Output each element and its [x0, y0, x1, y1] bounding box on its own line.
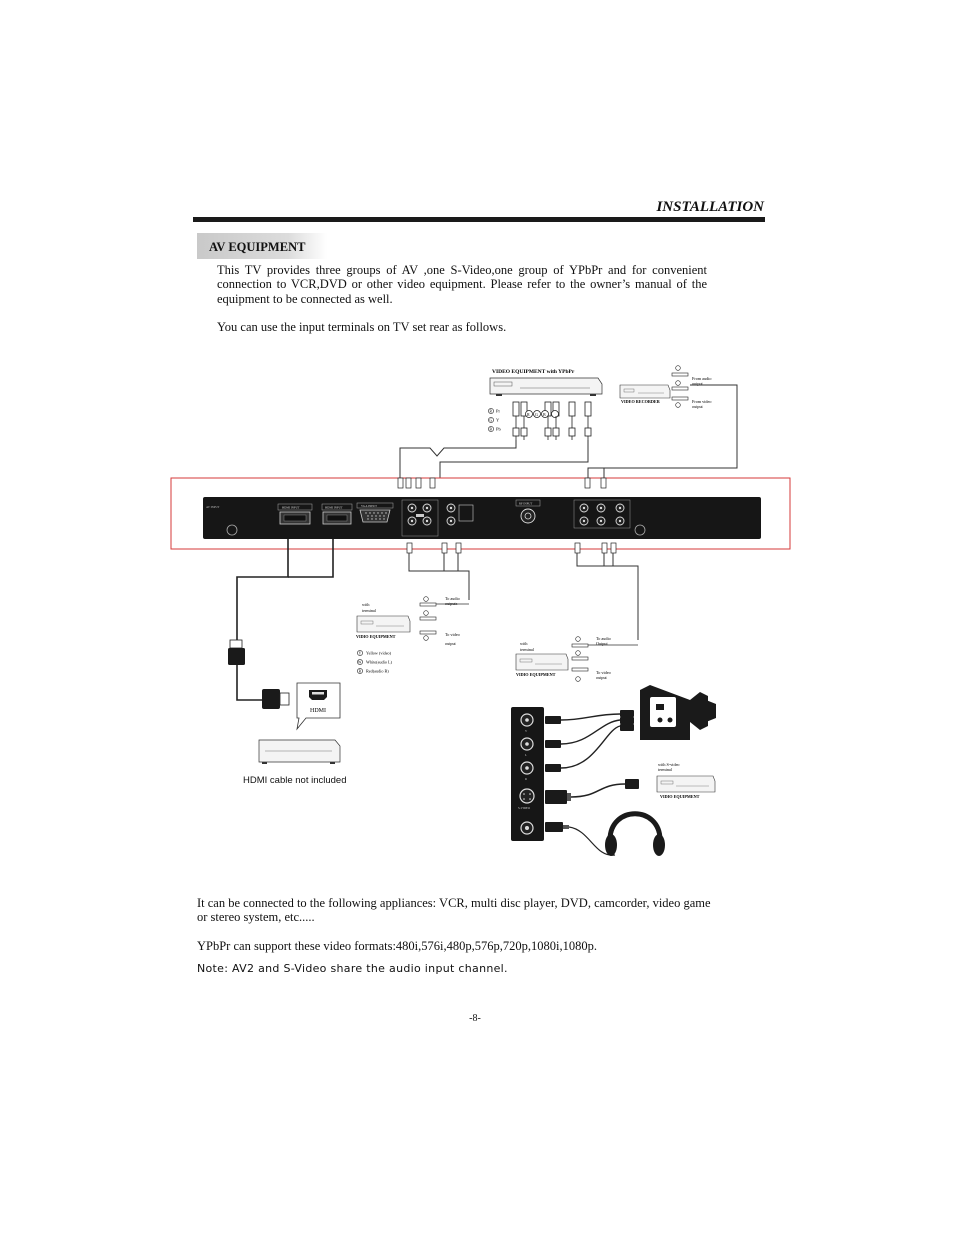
mid-to-video: To video output [596, 670, 611, 680]
panel-label-hdmi1: HDMI INPUT [282, 505, 300, 510]
legend-name-y: Y [496, 417, 500, 423]
left-vidio-label: VIDIO EQUIPMENT [356, 634, 396, 639]
hdmi-source-device [259, 740, 340, 764]
recorder-from-audio: From audio output [692, 376, 712, 386]
legend-letter-r: R [489, 409, 492, 414]
legend-letter-b: B [489, 427, 492, 432]
side-label-v: V [525, 729, 528, 733]
hdmi-callout-label: HDMI [310, 708, 326, 714]
mid-vidio-label: VIDIO EQUIPMENT [516, 672, 556, 677]
vidio-equipment-mid [516, 636, 638, 681]
bottom-plugs [407, 543, 616, 553]
panel-label-rf: RF INPUT [519, 501, 533, 506]
svideo-with-label: with S-video terminal [658, 762, 680, 772]
top-plugs [398, 478, 606, 488]
left-to-audio: To audio outputs [445, 596, 460, 606]
color-legend-letter-y: Y [358, 651, 362, 656]
page-header-title: INSTALLATION [656, 199, 764, 215]
side-av-panel [511, 707, 544, 841]
mid-to-audio: To audio Output [596, 636, 611, 646]
side-label-r: R [525, 777, 528, 781]
color-legend-yellow: Yellow (video) [366, 650, 392, 656]
intro-paragraph-2: You can use the input terminals on TV set rear as follows. [217, 319, 507, 334]
vidio-equipment-left [356, 596, 469, 646]
svideo-cable [545, 762, 715, 804]
video-recorder-label: VIDEO RECORDER [621, 399, 660, 404]
legend-name-pr: Pr [496, 408, 501, 414]
tv-rear-panel [203, 497, 761, 539]
hdmi-callout [297, 683, 340, 729]
legend-letter-g: G [489, 418, 493, 423]
side-label-svideo: S-VIDEO [518, 806, 530, 810]
intro-paragraph-1: This TV provides three groups of AV ,one S-Video,one group of YPbPr and for convenient connection to VCR,DVD or other video equipment. Please refer to the owner’s manual of the equipment to be connected as well. [217, 263, 707, 306]
color-legend-letter-r: R [358, 669, 362, 674]
bundle-letter-r: R [527, 412, 530, 417]
ypbpr-equipment-label: VIDEO EQUIPMENT with YPbPr [492, 369, 575, 375]
camcorder-cables [545, 710, 634, 772]
left-to-video: To video output [445, 632, 460, 646]
recorder-from-video: From video output [692, 399, 712, 409]
note-text: Note: AV2 and S-Video share the audio input channel. [197, 962, 508, 975]
formats-text: YPbPr can support these video formats:480i,576i,480p,576p,720p,1080i,1080p. [197, 939, 597, 953]
mid-with-terminal: with terminal [520, 641, 534, 652]
ypbpr-legend [488, 408, 501, 431]
bundle-letter-g: G [535, 412, 538, 417]
camcorder-icon [640, 685, 716, 740]
color-legend-white: White(audio L) [366, 659, 392, 665]
panel-label-vga: VGA INPUT [361, 504, 377, 508]
page-number: -8- [469, 1013, 481, 1024]
color-legend-letter-w: W [358, 660, 362, 665]
svideo-vidio-label: VIDIO EQUIPMENT [660, 794, 700, 799]
color-legend [357, 650, 392, 673]
panel-label-av: AV INPUT [206, 505, 220, 509]
color-legend-red: Red(audio R) [366, 668, 389, 674]
hdmi-note: HDMI cable not included [243, 775, 347, 786]
panel-label-hdmi2: HDMI INPUT [325, 505, 343, 510]
bundle-letter-b: B [543, 412, 546, 417]
section-title: AV EQUIPMENT [209, 240, 306, 254]
headphones-icon [545, 814, 665, 856]
side-label-l: L [525, 753, 527, 757]
appliances-text: It can be connected to the following appliances: VCR, multi disc player, DVD, camcorder, video game or stereo system, etc..... [197, 896, 711, 925]
ypbpr-equipment [400, 369, 602, 478]
legend-name-pb: Pb [496, 426, 501, 432]
left-with-terminal: with terminal [362, 602, 376, 613]
video-recorder [588, 366, 737, 478]
